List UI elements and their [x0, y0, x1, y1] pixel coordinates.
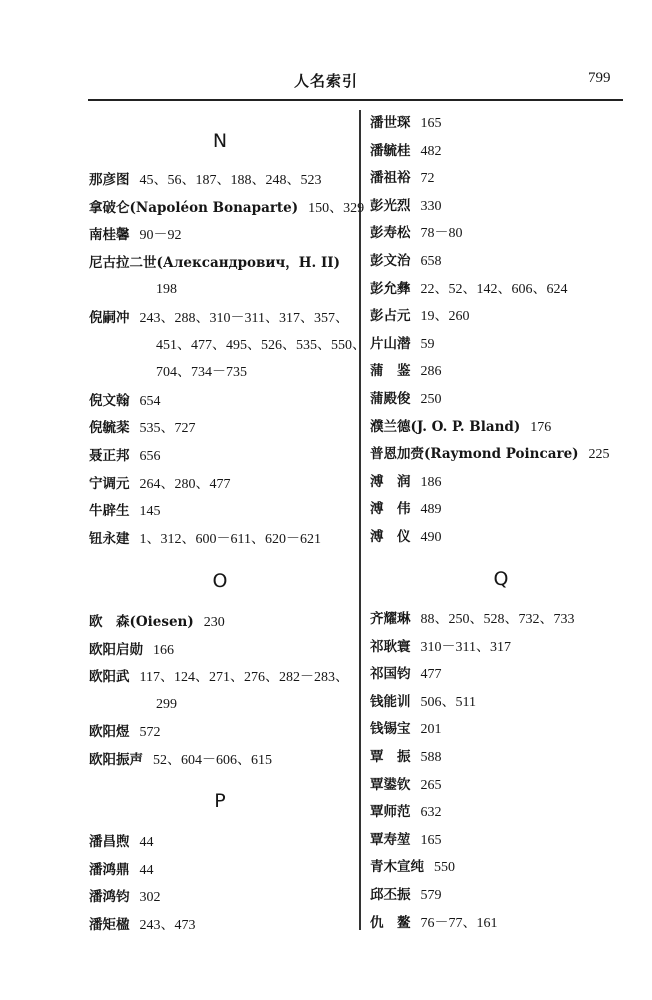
entry-pages: 264、280、477: [139, 476, 231, 492]
entry-name: 齐耀琳: [370, 611, 411, 627]
entry-pages: 265: [420, 777, 442, 793]
index-entry: [370, 692, 476, 713]
index-entry: [370, 830, 442, 851]
entry-name: 普恩加赍(Raymond Poincare): [370, 446, 579, 463]
entry-name: 潘昌煦: [89, 834, 130, 850]
index-entry: [89, 474, 231, 495]
entry-pages: 243、473: [139, 917, 196, 933]
entry-name: 倪文翰: [89, 392, 130, 409]
index-entry: [89, 391, 161, 412]
index-entry: [89, 640, 174, 661]
entry-name: 欧阳煜: [89, 724, 130, 741]
entry-pages: 250: [420, 392, 442, 407]
entry-name: 钱锡宝: [370, 721, 411, 738]
index-entry: [370, 389, 442, 410]
entry-name: 蒲 鉴: [370, 363, 411, 380]
entry-name: 潘鸿鼎: [89, 861, 130, 878]
index-entry: [370, 802, 442, 823]
entry-pages: 165: [420, 832, 442, 848]
entry-name: 覃寿堃: [370, 831, 411, 848]
index-entry: [370, 306, 470, 327]
entry-name: 彭光烈: [370, 197, 411, 214]
entry-pages: 145: [139, 504, 161, 520]
index-entry: [370, 719, 442, 740]
entry-name: 尼古拉二世(Александрович，H. II): [89, 254, 340, 271]
entry-pages: 176: [530, 419, 552, 435]
index-entry: [370, 609, 575, 630]
entry-pages: 201: [420, 722, 442, 738]
entry-pages: 22、52、142、606、624: [420, 281, 568, 297]
entry-name: 潘世琛: [370, 115, 411, 131]
entry-pages: 117、124、271、276、282－283、: [139, 670, 349, 686]
index-entry: [370, 637, 511, 658]
index-entry: [370, 196, 442, 217]
entry-name: 仇 鳌: [370, 914, 411, 931]
entry-name: 青木宣纯: [370, 859, 424, 876]
index-entry: [370, 913, 498, 934]
index-entry: [370, 857, 455, 878]
index-entry: [370, 747, 442, 768]
entry-pages: 482: [420, 143, 442, 159]
entry-name: 彭寿松: [370, 225, 411, 242]
entry-pages: 150、329: [308, 200, 365, 216]
index-entry: [89, 860, 154, 881]
entry-name: 片山潜: [370, 335, 411, 352]
entry-name: 潘鸿钧: [89, 889, 130, 906]
entry-pages: 19、260: [420, 309, 470, 325]
entry-pages: 506、511: [420, 694, 476, 710]
entry-pages: 90－92: [139, 228, 182, 244]
entry-pages: 52、604－606、615: [153, 753, 272, 768]
entry-pages: 310－311、317: [420, 639, 511, 655]
entry-name: 钮永建: [89, 530, 130, 547]
entry-name: 聂正邦: [89, 448, 130, 464]
entry-pages: 286: [420, 364, 442, 380]
entry-pages: 477: [420, 667, 442, 683]
index-entry: [89, 446, 161, 467]
entry-name: 倪嗣冲: [89, 310, 130, 326]
index-entry: [89, 887, 161, 908]
section-letter: N: [212, 130, 228, 152]
entry-pages: 44: [139, 862, 154, 878]
entry-name: 覃师范: [370, 804, 411, 821]
entry-name: 溥 润: [370, 473, 411, 490]
entry-pages: 230: [203, 615, 225, 630]
entry-pages: 588: [420, 750, 442, 765]
entry-pages: 489: [420, 502, 442, 518]
entry-name: 宁调元: [89, 475, 130, 492]
entry-pages: 490: [420, 530, 442, 545]
index-entry: [370, 334, 435, 355]
index-entry: [370, 251, 442, 272]
entry-pages: 243、288、310－311、317、357、: [139, 311, 349, 326]
entry-name: 牛辟生: [89, 503, 130, 520]
entry-pages: 225: [588, 447, 610, 463]
index-entry: [89, 915, 196, 936]
header-title: 人名索引: [293, 72, 358, 90]
entry-name: 倪毓棻: [89, 420, 130, 437]
entry-pages: 654: [139, 393, 161, 409]
entry-pages: 45、56、187、188、248、523: [139, 173, 322, 188]
index-entry: [370, 113, 442, 134]
entry-pages: 550: [434, 860, 455, 876]
index-entry: [370, 141, 442, 162]
index-entry: [370, 361, 442, 382]
entry-name: 欧阳武: [89, 669, 130, 686]
index-entry: [370, 527, 442, 548]
entry-pages: 44: [139, 835, 154, 850]
entry-pages: 166: [153, 642, 174, 658]
section-letter: P: [214, 790, 226, 812]
entry-name: 钱能训: [370, 693, 411, 710]
index-entry: [89, 722, 161, 743]
index-entry: [370, 885, 442, 906]
entry-name: 覃鍙钦: [370, 776, 411, 793]
index-entry: [89, 308, 349, 329]
entry-name: 拿破仑(Napoléon Bonaparte): [89, 199, 299, 216]
entry-pages-continued: 704、734－735: [156, 365, 247, 381]
index-entry: [370, 223, 463, 244]
index-entry: [370, 417, 551, 438]
index-entry: [89, 529, 321, 550]
entry-pages: 656: [139, 449, 161, 464]
index-entry: [89, 253, 340, 273]
entry-pages-continued: 198: [156, 282, 177, 298]
index-entry: [89, 832, 154, 853]
entry-name: 彭允彝: [370, 280, 411, 297]
index-entry: [370, 168, 435, 189]
entry-pages: 72: [420, 171, 435, 187]
entry-name: 覃 振: [370, 749, 411, 765]
entry-name: 欧阳振声: [89, 752, 143, 768]
entry-pages: 186: [420, 474, 442, 490]
entry-name: 彭占元: [370, 308, 411, 325]
index-entry: [89, 612, 225, 633]
section-letter: Q: [493, 568, 509, 590]
entry-name: 那彦图: [89, 172, 130, 188]
index-entry: [370, 279, 568, 300]
index-entry: [89, 750, 272, 771]
entry-name: 欧 森(Oiesen): [89, 614, 194, 630]
index-entry: [370, 444, 610, 465]
entry-pages: 76－77、161: [420, 915, 498, 931]
entry-name: 祁耿寰: [370, 638, 411, 655]
index-entry: [89, 225, 182, 246]
column-divider: [359, 110, 361, 930]
entry-pages: 658: [420, 254, 442, 269]
entry-pages-continued: 299: [156, 696, 177, 712]
index-entry: [89, 170, 322, 191]
entry-name: 蒲殿俊: [370, 391, 411, 407]
entry-pages: 1、312、600－611、620－621: [139, 531, 321, 547]
entry-name: 潘祖裕: [370, 170, 411, 187]
entry-name: 溥 仪: [370, 529, 411, 545]
entry-name: 濮兰德(J. O. P. Bland): [370, 418, 521, 435]
entry-pages: 59: [420, 336, 435, 352]
section-letter: O: [212, 570, 228, 592]
entry-name: 欧阳启勋: [89, 641, 143, 658]
entry-pages: 78－80: [420, 226, 463, 242]
index-entry: [370, 664, 442, 685]
entry-name: 彭文治: [370, 253, 411, 269]
entry-name: 溥 伟: [370, 501, 411, 518]
entry-name: 潘毓桂: [370, 142, 411, 159]
entry-name: 邱丕振: [370, 887, 411, 903]
entry-name: 潘矩楹: [89, 916, 130, 933]
index-entry: [370, 499, 442, 520]
entry-pages: 165: [420, 116, 442, 131]
index-entry: [89, 198, 364, 219]
entry-name: 南桂馨: [89, 227, 130, 244]
entry-pages: 88、250、528、732、733: [420, 612, 575, 627]
index-entry: [89, 418, 196, 439]
entry-pages: 302: [139, 890, 161, 906]
index-entry: [370, 775, 442, 796]
entry-pages-continued: 451、477、495、526、535、550、: [156, 337, 366, 353]
index-entry: [89, 667, 349, 688]
entry-name: 祁国钧: [370, 666, 411, 683]
entry-pages: 535、727: [139, 421, 196, 437]
entry-pages: 572: [139, 725, 161, 741]
page-number: 799: [588, 70, 611, 86]
entry-pages: 579: [420, 888, 442, 903]
index-entry: [370, 472, 442, 493]
entry-pages: 330: [420, 198, 442, 214]
index-entry: [89, 501, 161, 522]
entry-pages: 632: [420, 805, 442, 821]
header-rule: [88, 99, 623, 101]
